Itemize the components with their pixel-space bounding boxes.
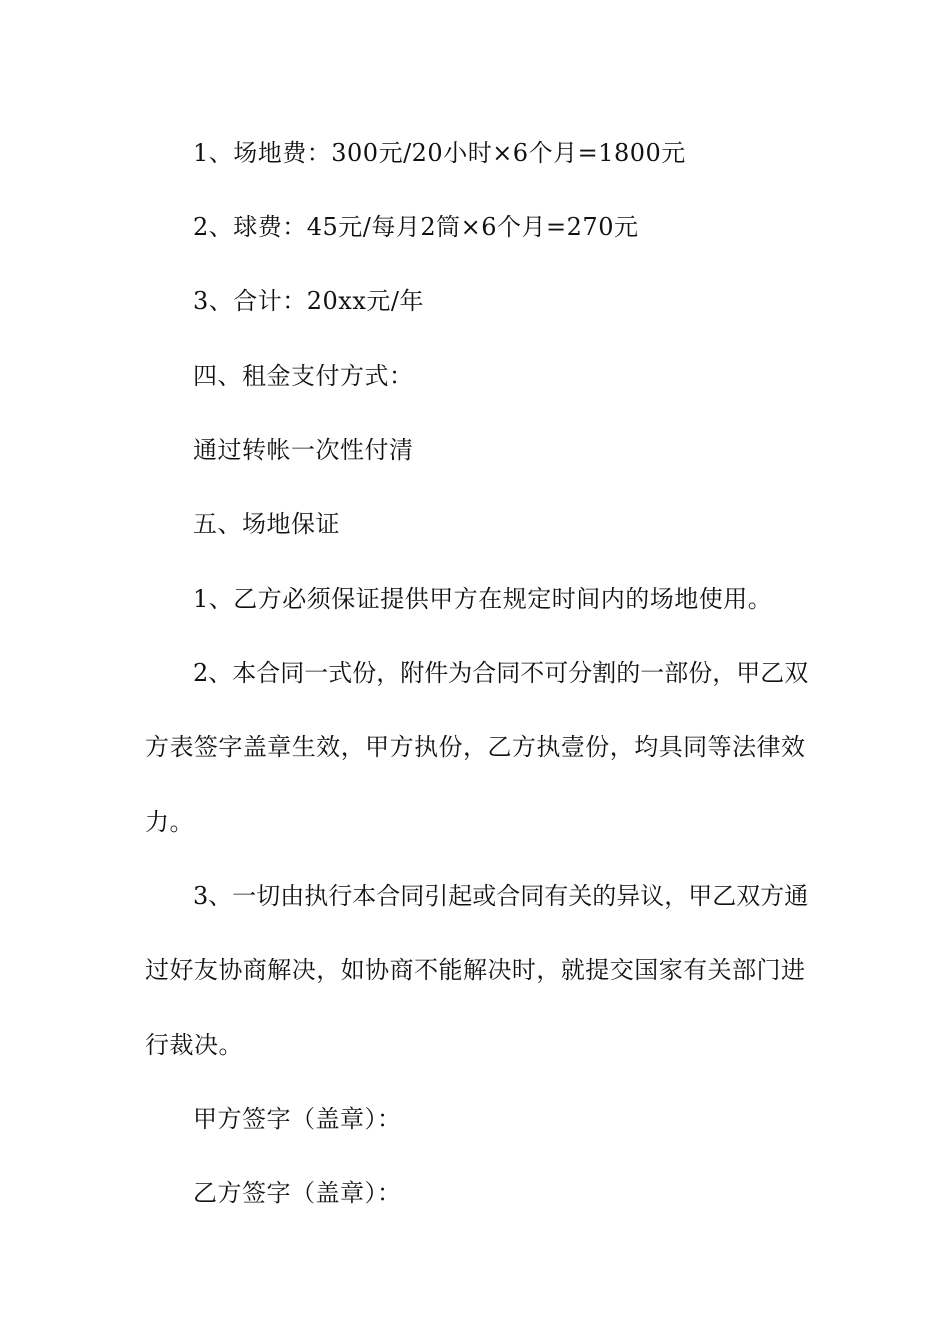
fee-venue-line: 1、场地费：300元/20小时×6个月=1800元 [193,139,686,167]
fee-ball-line: 2、球费：45元/每月2筒×6个月=270元 [193,213,639,241]
guarantee-clause-3-line-3: 行裁决。 [145,1031,243,1059]
guarantee-clause-2-line-3: 力。 [145,808,194,836]
guarantee-clause-1: 1、乙方必须保证提供甲方在规定时间内的场地使用。 [193,585,773,613]
guarantee-clause-2-line-2: 方表签字盖章生效，甲方执份，乙方执壹份，均具同等法律效 [145,733,805,761]
section-heading-guarantee: 五、场地保证 [193,510,340,538]
guarantee-clause-3-line-2: 过好友协商解决，如协商不能解决时，就提交国家有关部门进 [145,956,805,984]
party-a-signature-label: 甲方签字（盖章）： [193,1105,402,1133]
fee-total-line: 3、合计：20xx元/年 [193,287,424,315]
guarantee-clause-2-line-1: 2、本合同一式份，附件为合同不可分割的一部份，甲乙双 [193,659,809,687]
payment-method-line: 通过转帐一次性付清 [193,436,414,464]
party-b-signature-label: 乙方签字（盖章）： [193,1179,402,1207]
section-heading-payment: 四、租金支付方式： [193,362,414,390]
guarantee-clause-3-line-1: 3、一切由执行本合同引起或合同有关的异议，甲乙双方通 [193,882,809,910]
